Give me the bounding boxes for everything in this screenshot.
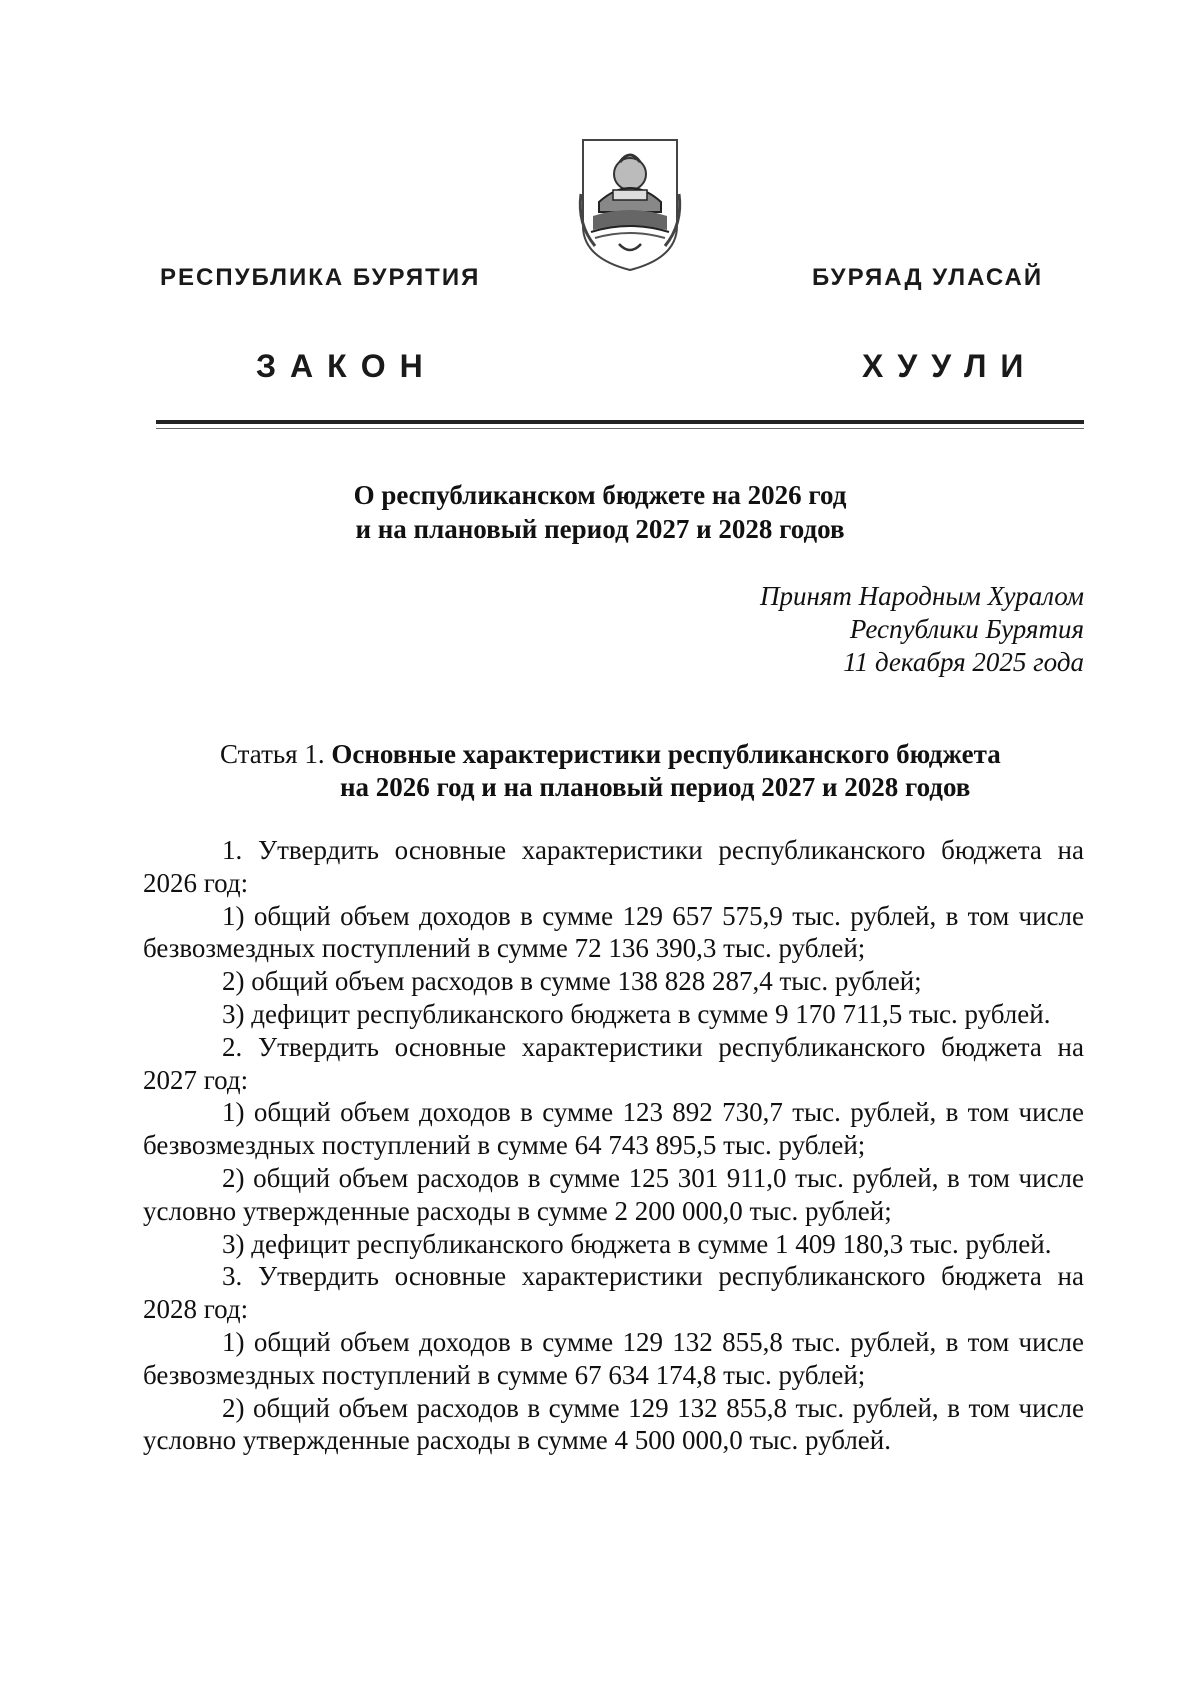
paragraph: 2. Утвердить основные характеристики республиканского бюджета на 2027 год: [143,1031,1084,1095]
paragraph: 2) общий объем расходов в сумме 129 132 855,8 тыс. рублей, в том числе условно утвержденные расходы в сумме 4 500 000,0 тыс. рублей. [143,1392,1084,1456]
adoption-note [640,580,1084,679]
paragraph: 3) дефицит республиканского бюджета в сумме 1 409 180,3 тыс. рублей. [222,1228,1052,1259]
adoption-line2: Республики Бурятия [849,614,1084,644]
law-label-bua: ХУУЛИ [862,348,1038,384]
adoption-line1: Принят Народным Хуралом [759,581,1084,611]
law-label-ru: ЗАКОН [256,348,437,384]
header-divider-thin [156,428,1084,429]
article-heading-line1: Основные характеристики республиканского бюджета [331,739,1001,769]
law-title-line1: О республиканском бюджете на 2026 год [353,480,847,510]
paragraph: 1) общий объем доходов в сумме 129 132 855,8 тыс. рублей, в том числе безвозмездных поступлений в сумме 67 634 174,8 тыс. рублей; [143,1326,1084,1390]
coat-of-arms-icon [575,134,685,274]
law-title [300,478,900,546]
paragraph: 3. Утвердить основные характеристики республиканского бюджета на 2028 год: [143,1261,1084,1325]
article-1-body [143,834,1084,1457]
paragraph: 1. Утвердить основные характеристики республиканского бюджета на 2026 год: [143,835,1084,898]
paragraph: 1) общий объем доходов в сумме 129 657 575,9 тыс. рублей, в том числе безвозмездных поступлений в сумме 72 136 390,3 тыс. рублей; [143,900,1084,964]
article-label: Статья 1. [220,739,325,769]
paragraph: 3) дефицит республиканского бюджета в сумме 9 170 711,5 тыс. рублей. [222,998,1051,1029]
article-heading-line2: на 2026 год и на плановый период 2027 и 2028 годов [340,772,971,802]
republic-name-ru: РЕСПУБЛИКА БУРЯТИЯ [160,264,481,291]
paragraph: 1) общий объем доходов в сумме 123 892 730,7 тыс. рублей, в том числе безвозмездных поступлений в сумме 64 743 895,5 тыс. рублей; [143,1097,1084,1161]
adoption-date: 11 декабря 2025 года [843,647,1084,677]
article-1-heading [220,738,1084,804]
paragraph: 2) общий объем расходов в сумме 125 301 911,0 тыс. рублей, в том числе условно утвержденные расходы в сумме 2 200 000,0 тыс. рублей; [143,1162,1084,1226]
paragraph: 2) общий объем расходов в сумме 138 828 287,4 тыс. рублей; [222,966,922,997]
header-divider [156,420,1084,424]
law-title-line2: и на плановый период 2027 и 2028 годов [355,514,845,544]
republic-name-bua: БУРЯАД УЛАСАЙ [812,264,1044,291]
